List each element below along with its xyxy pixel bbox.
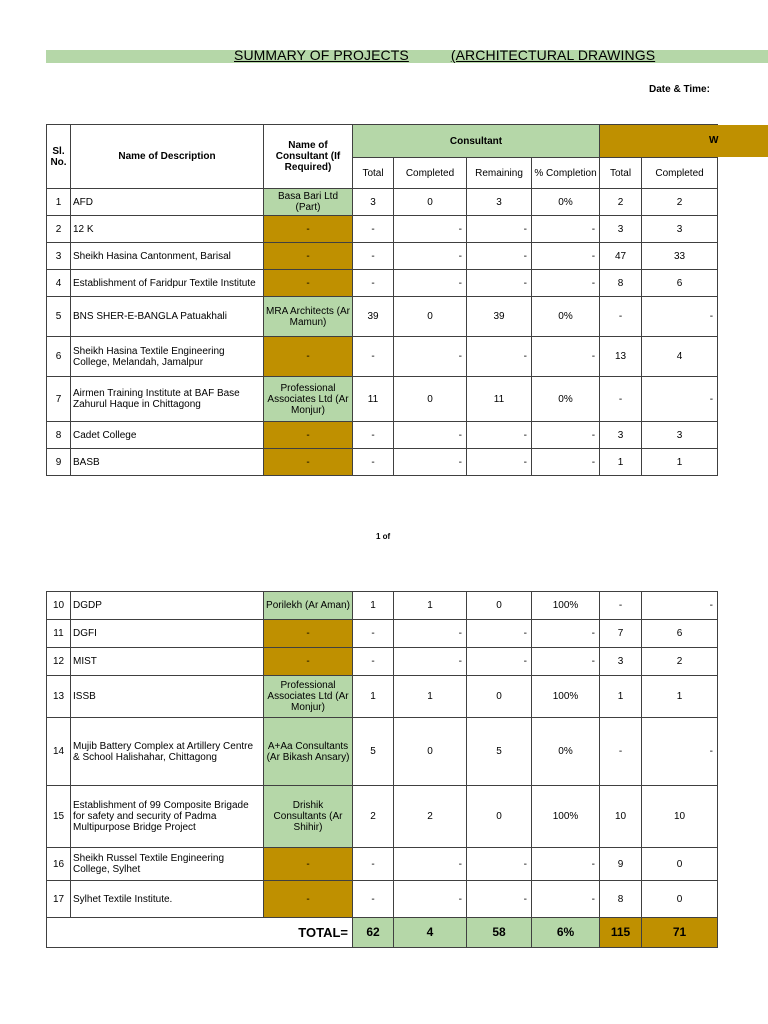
row-w-total: - — [600, 592, 642, 620]
row-completed: - — [394, 648, 467, 676]
row-pct: 0% — [532, 297, 600, 337]
row-w-total: 3 — [600, 216, 642, 243]
row-w-completed: 2 — [642, 189, 718, 216]
row-consultant: Professional Associates Ltd (Ar Monjur) — [264, 676, 353, 718]
total-label: TOTAL= — [47, 918, 353, 948]
row-pct: 100% — [532, 676, 600, 718]
row-name: BNS SHER-E-BANGLA Patuakhali — [71, 297, 264, 337]
table-row — [47, 189, 718, 216]
row-remaining: - — [467, 848, 532, 881]
row-total: 3 — [353, 189, 394, 216]
row-completed: - — [394, 848, 467, 881]
row-w-completed: 10 — [642, 786, 718, 848]
row-pct: - — [532, 881, 600, 918]
row-total: - — [353, 422, 394, 449]
row-pct: - — [532, 848, 600, 881]
row-consultant: - — [264, 337, 353, 377]
table-row — [47, 676, 718, 718]
row-name: DGDP — [71, 592, 264, 620]
row-pct: - — [532, 449, 600, 476]
row-consultant: - — [264, 449, 353, 476]
row-name: ISSB — [71, 676, 264, 718]
row-pct: - — [532, 216, 600, 243]
row-name: DGFI — [71, 620, 264, 648]
row-sl: 1 — [47, 189, 71, 216]
table-row — [47, 718, 718, 786]
row-consultant: - — [264, 620, 353, 648]
row-total: 39 — [353, 297, 394, 337]
page-title — [234, 47, 655, 63]
row-w-completed: 3 — [642, 422, 718, 449]
row-completed: - — [394, 881, 467, 918]
row-consultant: Basa Bari Ltd (Part) — [264, 189, 353, 216]
title-part-2: (ARCHITECTURAL DRAWINGS — [450, 47, 656, 63]
total-remaining: 58 — [467, 918, 532, 948]
row-total: - — [353, 449, 394, 476]
row-total: - — [353, 648, 394, 676]
row-w-total: 13 — [600, 337, 642, 377]
table-row — [47, 881, 718, 918]
row-w-completed: 2 — [642, 648, 718, 676]
table-row — [47, 648, 718, 676]
table-row — [47, 592, 718, 620]
row-pct: 100% — [532, 592, 600, 620]
row-name: Mujib Battery Complex at Artillery Centre & School Halishahar, Chittagong — [71, 718, 264, 786]
row-remaining: - — [467, 620, 532, 648]
row-sl: 2 — [47, 216, 71, 243]
row-total: - — [353, 216, 394, 243]
row-remaining: 0 — [467, 786, 532, 848]
row-remaining: - — [467, 449, 532, 476]
total-pct: 6% — [532, 918, 600, 948]
row-w-total: 1 — [600, 449, 642, 476]
row-remaining: - — [467, 881, 532, 918]
row-w-total: - — [600, 377, 642, 422]
table-row — [47, 270, 718, 297]
row-total: - — [353, 881, 394, 918]
col-sl: Sl. No. — [47, 125, 71, 189]
table-row — [47, 786, 718, 848]
row-completed: 0 — [394, 377, 467, 422]
row-w-completed: 1 — [642, 676, 718, 718]
row-total: - — [353, 270, 394, 297]
table-row — [47, 216, 718, 243]
row-pct: 0% — [532, 718, 600, 786]
col-completed: Completed — [394, 158, 467, 189]
table-row — [47, 377, 718, 422]
row-remaining: - — [467, 422, 532, 449]
row-sl: 6 — [47, 337, 71, 377]
row-consultant: - — [264, 270, 353, 297]
row-pct: - — [532, 620, 600, 648]
row-sl: 12 — [47, 648, 71, 676]
table-row — [47, 848, 718, 881]
row-w-total: 2 — [600, 189, 642, 216]
row-w-total: 10 — [600, 786, 642, 848]
row-name: AFD — [71, 189, 264, 216]
row-total: 11 — [353, 377, 394, 422]
row-pct: - — [532, 648, 600, 676]
row-w-completed: 1 — [642, 449, 718, 476]
row-sl: 9 — [47, 449, 71, 476]
row-remaining: - — [467, 648, 532, 676]
row-remaining: - — [467, 337, 532, 377]
row-completed: 1 — [394, 676, 467, 718]
row-w-total: 8 — [600, 881, 642, 918]
row-consultant: Professional Associates Ltd (Ar Monjur) — [264, 377, 353, 422]
total-completed: 4 — [394, 918, 467, 948]
row-remaining: 0 — [467, 676, 532, 718]
row-w-completed: 33 — [642, 243, 718, 270]
row-w-completed: 6 — [642, 270, 718, 297]
row-w-completed: - — [642, 718, 718, 786]
total-total: 62 — [353, 918, 394, 948]
row-consultant: - — [264, 422, 353, 449]
page-number: 1 of — [376, 532, 391, 541]
row-sl: 8 — [47, 422, 71, 449]
row-name: Sheikh Hasina Cantonment, Barisal — [71, 243, 264, 270]
row-total: 5 — [353, 718, 394, 786]
table-row — [47, 422, 718, 449]
row-pct: 0% — [532, 377, 600, 422]
row-w-total: 1 — [600, 676, 642, 718]
row-sl: 10 — [47, 592, 71, 620]
table-row — [47, 449, 718, 476]
row-name: 12 K — [71, 216, 264, 243]
row-consultant: MRA Architects (Ar Mamun) — [264, 297, 353, 337]
row-sl: 11 — [47, 620, 71, 648]
row-pct: - — [532, 270, 600, 297]
row-pct: 0% — [532, 189, 600, 216]
total-w-completed: 71 — [642, 918, 718, 948]
date-time-label: Date & Time: — [649, 84, 710, 95]
row-total: - — [353, 337, 394, 377]
col-consultant-group: Consultant — [353, 125, 600, 158]
row-sl: 16 — [47, 848, 71, 881]
row-name: Establishment of 99 Composite Brigade for safety and security of Padma Multipurpose Bridge Project — [71, 786, 264, 848]
row-pct: - — [532, 337, 600, 377]
row-remaining: - — [467, 216, 532, 243]
row-w-completed: - — [642, 377, 718, 422]
row-remaining: - — [467, 270, 532, 297]
col-w-group — [600, 125, 718, 158]
row-name: MIST — [71, 648, 264, 676]
col-name: Name of Description — [71, 125, 264, 189]
table-row — [47, 243, 718, 270]
row-remaining: - — [467, 243, 532, 270]
row-w-total: 8 — [600, 270, 642, 297]
row-name: Sheikh Russel Textile Engineering College, Sylhet — [71, 848, 264, 881]
row-w-total: 3 — [600, 422, 642, 449]
row-total: 1 — [353, 676, 394, 718]
row-completed: 1 — [394, 592, 467, 620]
row-name: Sheikh Hasina Textile Engineering College, Melandah, Jamalpur — [71, 337, 264, 377]
row-w-total: 7 — [600, 620, 642, 648]
w-group-label: W — [709, 135, 719, 146]
row-completed: 0 — [394, 189, 467, 216]
w-group-header — [716, 125, 768, 157]
row-total: 1 — [353, 592, 394, 620]
col-remaining: Remaining — [467, 158, 532, 189]
row-completed: 0 — [394, 718, 467, 786]
col-w-total: Total — [600, 158, 642, 189]
row-sl: 13 — [47, 676, 71, 718]
row-remaining: 5 — [467, 718, 532, 786]
col-consultant-name: Name of Consultant (If Required) — [264, 125, 353, 189]
row-completed: - — [394, 620, 467, 648]
row-remaining: 39 — [467, 297, 532, 337]
row-sl: 15 — [47, 786, 71, 848]
row-name: Sylhet Textile Institute. — [71, 881, 264, 918]
row-w-total: 9 — [600, 848, 642, 881]
row-consultant: - — [264, 648, 353, 676]
row-total: - — [353, 848, 394, 881]
row-completed: 0 — [394, 297, 467, 337]
row-w-completed: 0 — [642, 848, 718, 881]
col-pct: % Completion — [532, 158, 600, 189]
col-total: Total — [353, 158, 394, 189]
row-completed: - — [394, 449, 467, 476]
row-remaining: 0 — [467, 592, 532, 620]
projects-table-page2 — [46, 591, 718, 948]
row-name: BASB — [71, 449, 264, 476]
row-sl: 7 — [47, 377, 71, 422]
row-name: Establishment of Faridpur Textile Institute — [71, 270, 264, 297]
row-consultant: - — [264, 848, 353, 881]
row-completed: - — [394, 270, 467, 297]
row-w-total: - — [600, 297, 642, 337]
table-row — [47, 620, 718, 648]
row-w-total: 3 — [600, 648, 642, 676]
row-consultant: A+Aa Consultants (Ar Bikash Ansary) — [264, 718, 353, 786]
row-pct: - — [532, 422, 600, 449]
row-w-completed: 3 — [642, 216, 718, 243]
row-sl: 17 — [47, 881, 71, 918]
row-w-completed: 4 — [642, 337, 718, 377]
row-consultant: - — [264, 243, 353, 270]
row-completed: - — [394, 243, 467, 270]
row-remaining: 11 — [467, 377, 532, 422]
row-remaining: 3 — [467, 189, 532, 216]
row-total: - — [353, 620, 394, 648]
row-sl: 4 — [47, 270, 71, 297]
row-sl: 5 — [47, 297, 71, 337]
projects-table-page1 — [46, 124, 718, 476]
row-consultant: Drishik Consultants (Ar Shihir) — [264, 786, 353, 848]
table-row — [47, 337, 718, 377]
title-part-1: SUMMARY OF PROJECTS — [234, 47, 409, 63]
row-pct: 100% — [532, 786, 600, 848]
row-w-total: - — [600, 718, 642, 786]
row-consultant: - — [264, 216, 353, 243]
table-row — [47, 297, 718, 337]
row-total: 2 — [353, 786, 394, 848]
row-total: - — [353, 243, 394, 270]
row-sl: 14 — [47, 718, 71, 786]
row-w-total: 47 — [600, 243, 642, 270]
total-w-total: 115 — [600, 918, 642, 948]
row-w-completed: 0 — [642, 881, 718, 918]
row-name: Cadet College — [71, 422, 264, 449]
row-completed: 2 — [394, 786, 467, 848]
row-completed: - — [394, 216, 467, 243]
row-name: Airmen Training Institute at BAF Base Zahurul Haque in Chittagong — [71, 377, 264, 422]
row-w-completed: - — [642, 592, 718, 620]
row-pct: - — [532, 243, 600, 270]
row-sl: 3 — [47, 243, 71, 270]
row-w-completed: 6 — [642, 620, 718, 648]
row-completed: - — [394, 337, 467, 377]
col-w-completed: Completed — [642, 158, 718, 189]
row-consultant: Porilekh (Ar Aman) — [264, 592, 353, 620]
row-consultant: - — [264, 881, 353, 918]
row-completed: - — [394, 422, 467, 449]
row-w-completed: - — [642, 297, 718, 337]
